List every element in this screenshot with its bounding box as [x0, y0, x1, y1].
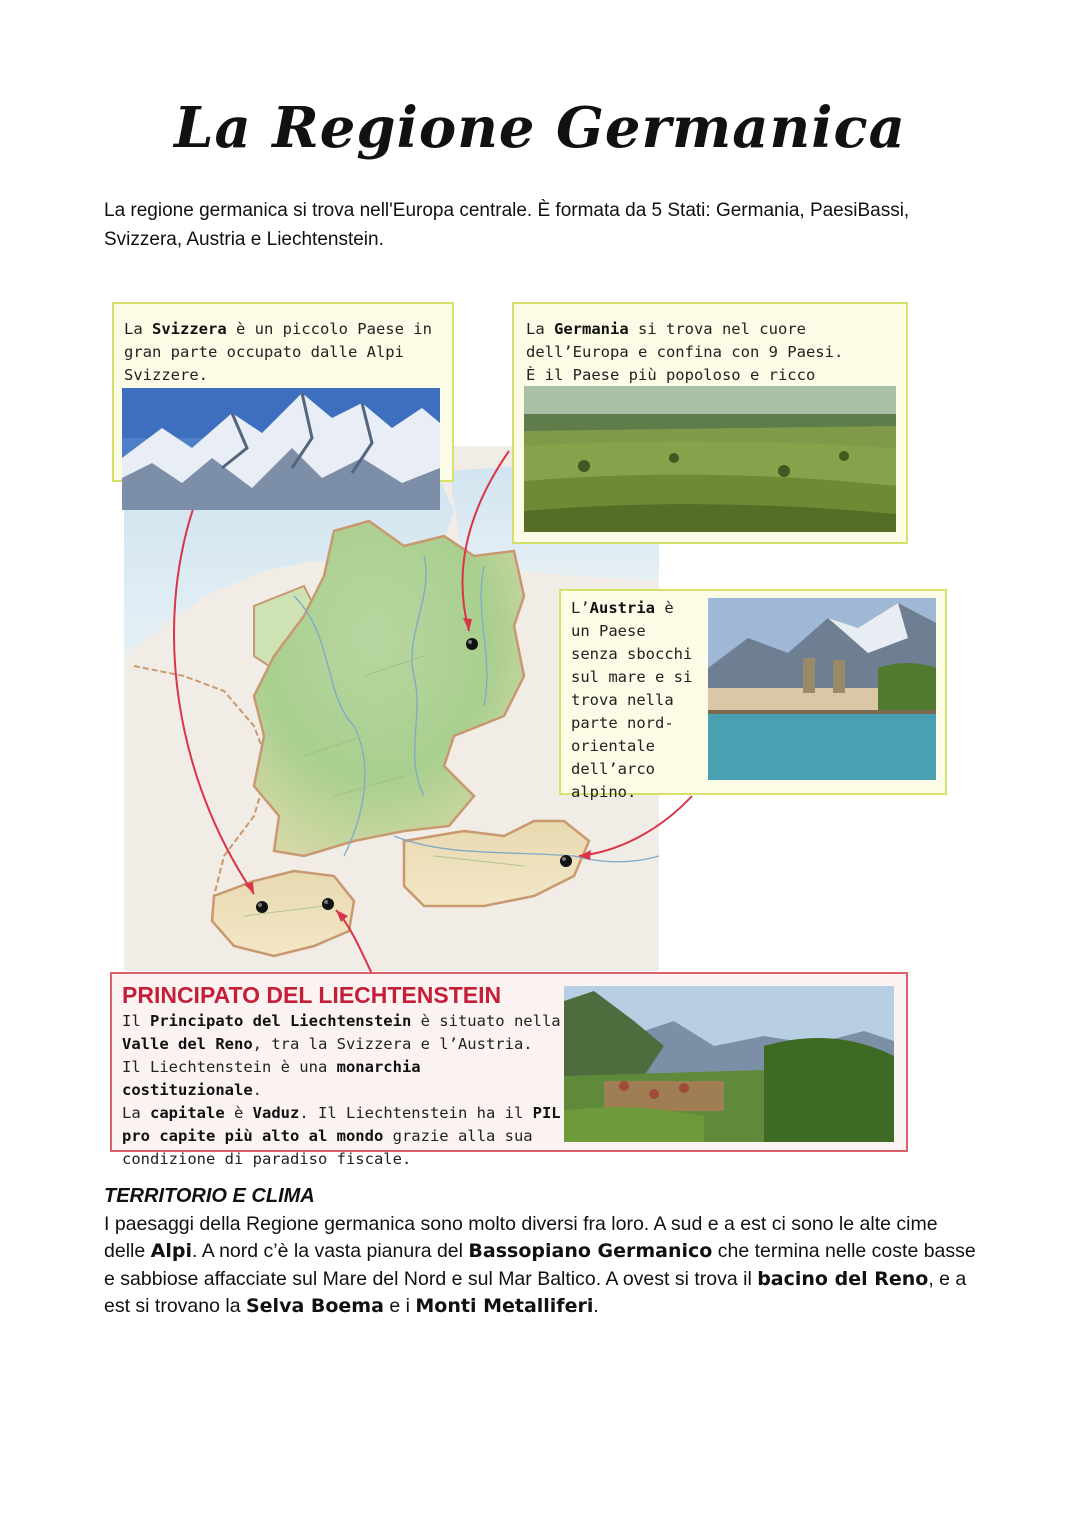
liechtenstein-text: Il Principato del Liechtenstein è situato nella Valle del Reno, tra la Svizzera e l’Austria. Il Liechtenstein è una monarchia costituzionale. La capitale è Vaduz. Il Liechtenstein ha il PIL pro capite più alto al mondo grazie alla sua condizione di paradiso fiscale.	[122, 1012, 561, 1168]
section-title: TERRITORIO E CLIMA	[104, 1185, 315, 1207]
austria-text: L’Austria è un Paese senza sbocchi sul mare e si trova nella parte nord-orientale dell’arco alpino.	[571, 599, 693, 801]
map-figure	[104, 296, 954, 1166]
city-river-photo	[708, 598, 936, 780]
capital-dot-icon	[466, 638, 478, 650]
capital-dot-icon	[322, 898, 334, 910]
page-title: La Regione Germanica	[174, 95, 906, 161]
territorio-section	[104, 1183, 984, 1321]
svizzera-text: La Svizzera è un piccolo Paese in gran parte occupato dalle Alpi Svizzere.	[124, 320, 432, 384]
intro-paragraph: La regione germanica si trova nell'Europa centrale. È formata da 5 Stati: Germania, PaesiBassi, Svizzera, Austria e Liechtenstein.	[104, 200, 910, 250]
liechtenstein-title: PRINCIPATO DEL LIECHTENSTEIN	[122, 982, 502, 1008]
germania-text: La Germania si trova nel cuore dell’Europa e confina con 9 Paesi. È il Paese più popoloso e ricco	[526, 320, 844, 384]
valley-photo	[564, 986, 894, 1142]
landscape-photo	[524, 386, 896, 532]
mountain-photo	[122, 388, 440, 510]
section-text: I paesaggi della Regione germanica sono molto diversi fra loro. A sud e a est ci sono le alte cime delle Alpi. A nord c’è la vasta pianura del Bassopiano Germanico che termina nelle coste basse e sabbiose affacciate sul Mare del Nord e sul Mar Baltico. A ovest si trova il bacino del Reno, e a est si trovano la Selva Boema e i Monti Metalliferi.	[104, 1212, 976, 1317]
capital-dot-icon	[256, 901, 268, 913]
capital-dot-icon	[560, 855, 572, 867]
